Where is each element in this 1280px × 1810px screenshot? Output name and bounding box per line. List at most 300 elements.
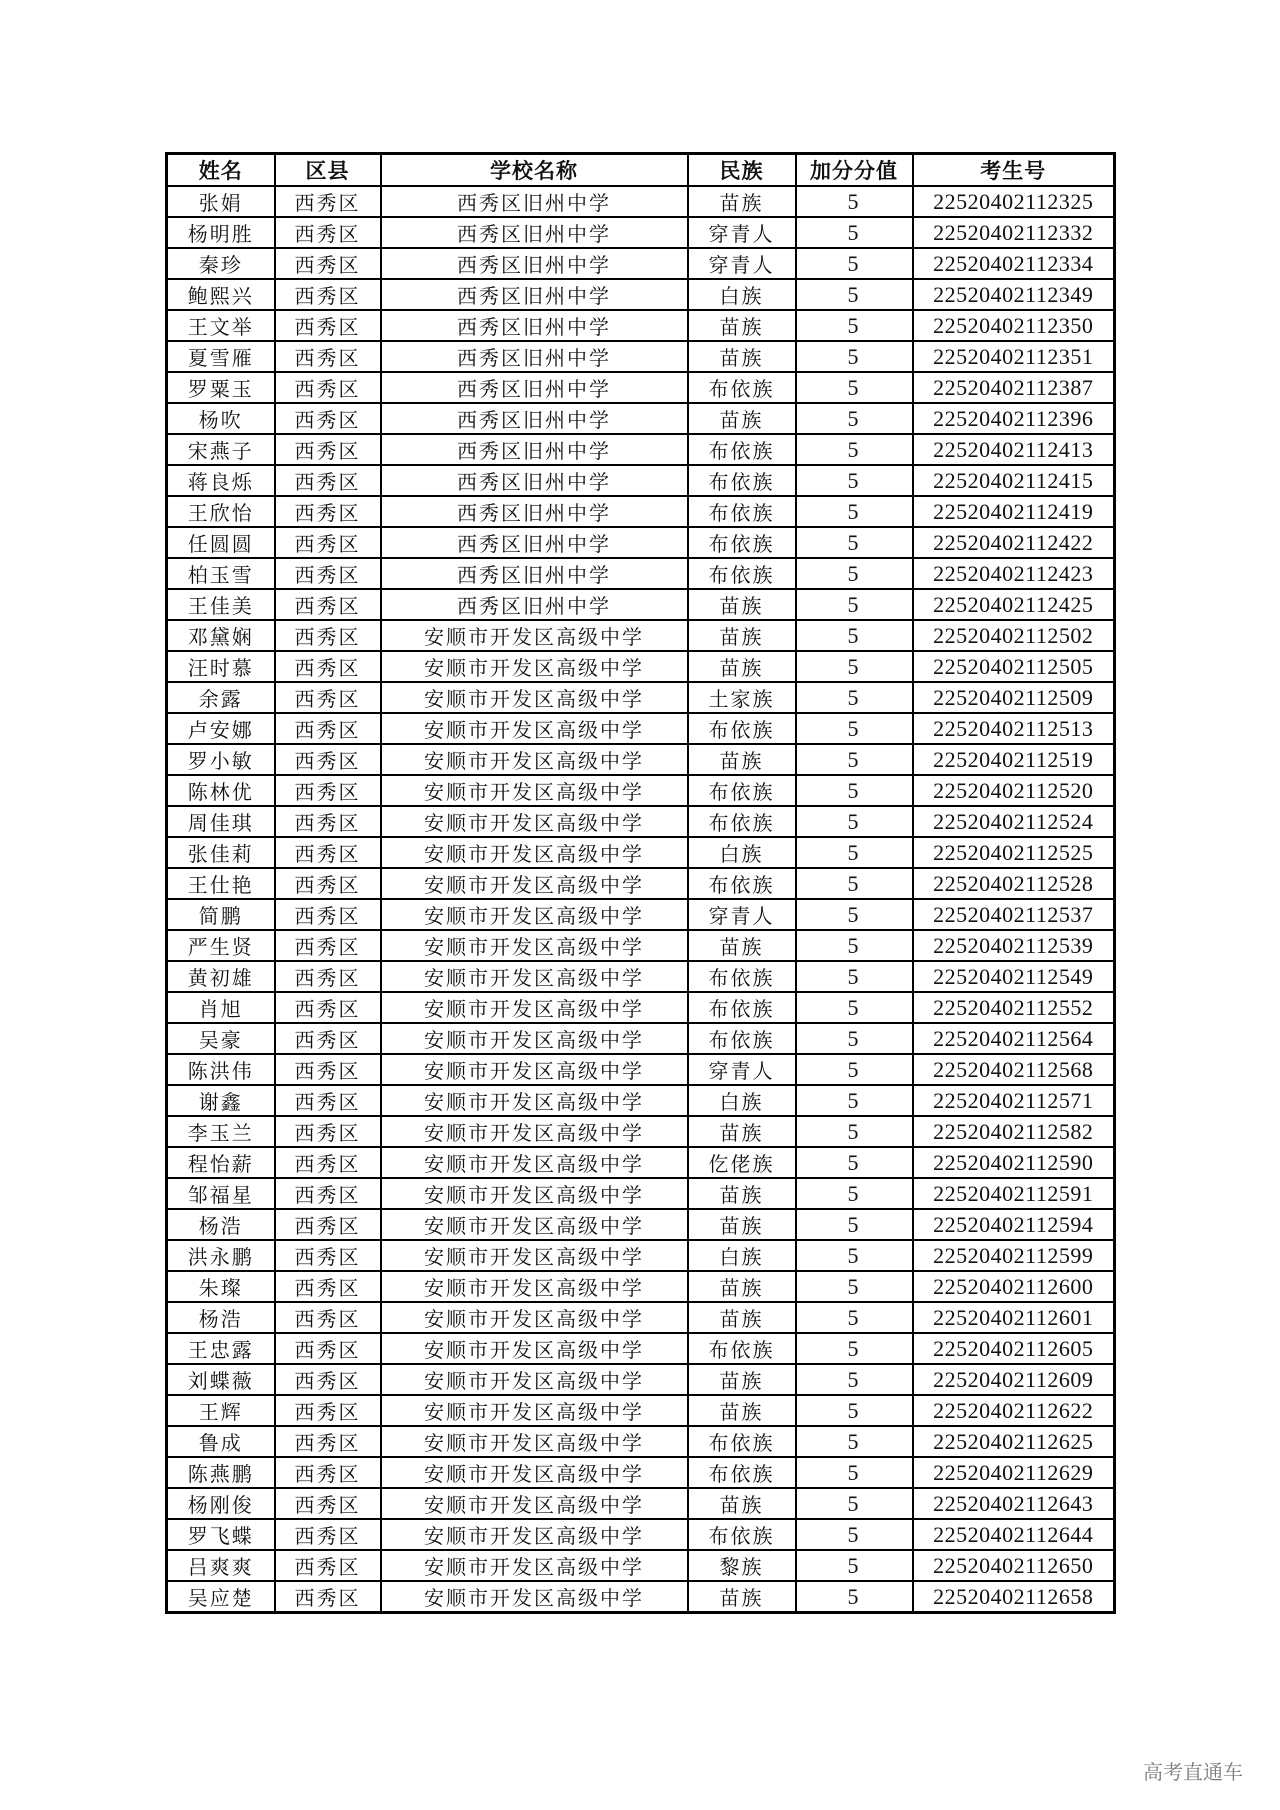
- cell-school: 西秀区旧州中学: [381, 527, 688, 558]
- watermark: 高考直通车: [1143, 1760, 1243, 1784]
- cell-bonus: 5: [796, 310, 913, 341]
- table-row: [167, 341, 1115, 372]
- cell-name: 陈洪伟: [167, 1054, 275, 1085]
- cell-name: 洪永鹏: [167, 1240, 275, 1271]
- header-ethnicity: 民族: [688, 154, 796, 187]
- table-row: [167, 620, 1115, 651]
- cell-school: 安顺市开发区高级中学: [381, 961, 688, 992]
- header-name: 姓名: [167, 154, 275, 187]
- cell-bonus: 5: [796, 1395, 913, 1426]
- table-row: [167, 651, 1115, 682]
- cell-bonus: 5: [796, 868, 913, 899]
- cell-exam-id: 22520402112539: [913, 930, 1115, 961]
- cell-school: 安顺市开发区高级中学: [381, 682, 688, 713]
- cell-exam-id: 22520402112525: [913, 837, 1115, 868]
- cell-name: 简鹏: [167, 899, 275, 930]
- cell-ethnicity: 苗族: [688, 403, 796, 434]
- cell-bonus: 5: [796, 1116, 913, 1147]
- table-row: [167, 1178, 1115, 1209]
- cell-exam-id: 22520402112599: [913, 1240, 1115, 1271]
- cell-ethnicity: 白族: [688, 279, 796, 310]
- cell-name: 谢鑫: [167, 1085, 275, 1116]
- cell-exam-id: 22520402112520: [913, 775, 1115, 806]
- cell-district: 西秀区: [275, 1240, 381, 1271]
- cell-school: 安顺市开发区高级中学: [381, 992, 688, 1023]
- cell-name: 鲁成: [167, 1426, 275, 1457]
- cell-district: 西秀区: [275, 713, 381, 744]
- cell-ethnicity: 苗族: [688, 651, 796, 682]
- cell-ethnicity: 白族: [688, 1240, 796, 1271]
- cell-bonus: 5: [796, 403, 913, 434]
- cell-district: 西秀区: [275, 372, 381, 403]
- cell-district: 西秀区: [275, 868, 381, 899]
- cell-name: 王佳美: [167, 589, 275, 620]
- cell-name: 杨明胜: [167, 217, 275, 248]
- table-row: [167, 1147, 1115, 1178]
- table-row: [167, 1550, 1115, 1581]
- cell-exam-id: 22520402112549: [913, 961, 1115, 992]
- cell-district: 西秀区: [275, 1054, 381, 1085]
- cell-ethnicity: 布依族: [688, 868, 796, 899]
- cell-district: 西秀区: [275, 1426, 381, 1457]
- cell-ethnicity: 苗族: [688, 1271, 796, 1302]
- cell-ethnicity: 布依族: [688, 1457, 796, 1488]
- cell-exam-id: 22520402112568: [913, 1054, 1115, 1085]
- cell-school: 安顺市开发区高级中学: [381, 1116, 688, 1147]
- cell-bonus: 5: [796, 589, 913, 620]
- cell-name: 杨刚俊: [167, 1488, 275, 1519]
- cell-ethnicity: 布依族: [688, 806, 796, 837]
- cell-ethnicity: 穿青人: [688, 899, 796, 930]
- cell-school: 西秀区旧州中学: [381, 279, 688, 310]
- cell-district: 西秀区: [275, 1519, 381, 1550]
- cell-district: 西秀区: [275, 1209, 381, 1240]
- cell-exam-id: 22520402112519: [913, 744, 1115, 775]
- table-row: [167, 527, 1115, 558]
- cell-name: 余露: [167, 682, 275, 713]
- cell-school: 西秀区旧州中学: [381, 465, 688, 496]
- cell-exam-id: 22520402112622: [913, 1395, 1115, 1426]
- cell-name: 刘蝶薇: [167, 1364, 275, 1395]
- header-row: [167, 154, 1115, 187]
- table-row: [167, 992, 1115, 1023]
- cell-exam-id: 22520402112571: [913, 1085, 1115, 1116]
- cell-bonus: 5: [796, 1457, 913, 1488]
- table-row: [167, 1271, 1115, 1302]
- cell-bonus: 5: [796, 465, 913, 496]
- cell-exam-id: 22520402112600: [913, 1271, 1115, 1302]
- cell-district: 西秀区: [275, 1178, 381, 1209]
- cell-ethnicity: 苗族: [688, 1581, 796, 1613]
- cell-exam-id: 22520402112502: [913, 620, 1115, 651]
- cell-name: 王辉: [167, 1395, 275, 1426]
- cell-exam-id: 22520402112609: [913, 1364, 1115, 1395]
- cell-school: 西秀区旧州中学: [381, 372, 688, 403]
- cell-district: 西秀区: [275, 1395, 381, 1426]
- cell-district: 西秀区: [275, 961, 381, 992]
- cell-name: 罗粟玉: [167, 372, 275, 403]
- table-row: [167, 1085, 1115, 1116]
- cell-ethnicity: 苗族: [688, 1209, 796, 1240]
- table-row: [167, 465, 1115, 496]
- cell-ethnicity: 苗族: [688, 1178, 796, 1209]
- cell-ethnicity: 穿青人: [688, 217, 796, 248]
- cell-district: 西秀区: [275, 217, 381, 248]
- cell-ethnicity: 苗族: [688, 744, 796, 775]
- cell-bonus: 5: [796, 1240, 913, 1271]
- cell-ethnicity: 布依族: [688, 713, 796, 744]
- header-school: 学校名称: [381, 154, 688, 187]
- cell-name: 杨浩: [167, 1209, 275, 1240]
- cell-name: 罗小敏: [167, 744, 275, 775]
- cell-district: 西秀区: [275, 403, 381, 434]
- cell-name: 王忠露: [167, 1333, 275, 1364]
- cell-school: 安顺市开发区高级中学: [381, 837, 688, 868]
- cell-exam-id: 22520402112513: [913, 713, 1115, 744]
- cell-school: 安顺市开发区高级中学: [381, 1023, 688, 1054]
- cell-exam-id: 22520402112644: [913, 1519, 1115, 1550]
- table-row: [167, 372, 1115, 403]
- cell-name: 鲍熙兴: [167, 279, 275, 310]
- table-row: [167, 310, 1115, 341]
- cell-bonus: 5: [796, 930, 913, 961]
- cell-district: 西秀区: [275, 465, 381, 496]
- cell-district: 西秀区: [275, 186, 381, 217]
- cell-ethnicity: 苗族: [688, 1116, 796, 1147]
- cell-district: 西秀区: [275, 248, 381, 279]
- cell-bonus: 5: [796, 1085, 913, 1116]
- cell-name: 蒋良烁: [167, 465, 275, 496]
- cell-name: 王仕艳: [167, 868, 275, 899]
- table-body: [167, 186, 1115, 1613]
- cell-name: 柏玉雪: [167, 558, 275, 589]
- cell-ethnicity: 白族: [688, 837, 796, 868]
- cell-bonus: 5: [796, 248, 913, 279]
- cell-ethnicity: 布依族: [688, 961, 796, 992]
- cell-bonus: 5: [796, 1209, 913, 1240]
- cell-district: 西秀区: [275, 1116, 381, 1147]
- cell-exam-id: 22520402112425: [913, 589, 1115, 620]
- cell-bonus: 5: [796, 1302, 913, 1333]
- cell-ethnicity: 苗族: [688, 1488, 796, 1519]
- cell-exam-id: 22520402112387: [913, 372, 1115, 403]
- table-row: [167, 744, 1115, 775]
- cell-district: 西秀区: [275, 775, 381, 806]
- cell-name: 王欣怡: [167, 496, 275, 527]
- cell-school: 西秀区旧州中学: [381, 217, 688, 248]
- cell-bonus: 5: [796, 1333, 913, 1364]
- cell-bonus: 5: [796, 558, 913, 589]
- cell-ethnicity: 布依族: [688, 496, 796, 527]
- table-row: [167, 1209, 1115, 1240]
- cell-school: 安顺市开发区高级中学: [381, 744, 688, 775]
- table-row: [167, 496, 1115, 527]
- cell-name: 周佳琪: [167, 806, 275, 837]
- table-row: [167, 589, 1115, 620]
- cell-bonus: 5: [796, 1581, 913, 1613]
- table-row: [167, 837, 1115, 868]
- cell-ethnicity: 白族: [688, 1085, 796, 1116]
- cell-school: 西秀区旧州中学: [381, 496, 688, 527]
- cell-district: 西秀区: [275, 589, 381, 620]
- cell-ethnicity: 布依族: [688, 372, 796, 403]
- cell-name: 夏雪雁: [167, 341, 275, 372]
- cell-bonus: 5: [796, 434, 913, 465]
- cell-exam-id: 22520402112594: [913, 1209, 1115, 1240]
- cell-exam-id: 22520402112650: [913, 1550, 1115, 1581]
- table-row: [167, 434, 1115, 465]
- cell-bonus: 5: [796, 1178, 913, 1209]
- cell-school: 西秀区旧州中学: [381, 310, 688, 341]
- cell-school: 安顺市开发区高级中学: [381, 806, 688, 837]
- cell-name: 汪时慕: [167, 651, 275, 682]
- cell-exam-id: 22520402112658: [913, 1581, 1115, 1613]
- cell-bonus: 5: [796, 217, 913, 248]
- cell-district: 西秀区: [275, 496, 381, 527]
- cell-ethnicity: 布依族: [688, 434, 796, 465]
- cell-school: 安顺市开发区高级中学: [381, 1302, 688, 1333]
- table-row: [167, 682, 1115, 713]
- cell-bonus: 5: [796, 775, 913, 806]
- cell-name: 杨吹: [167, 403, 275, 434]
- cell-ethnicity: 布依族: [688, 558, 796, 589]
- cell-name: 吴豪: [167, 1023, 275, 1054]
- table-row: [167, 279, 1115, 310]
- table-row: [167, 775, 1115, 806]
- cell-district: 西秀区: [275, 899, 381, 930]
- cell-exam-id: 22520402112629: [913, 1457, 1115, 1488]
- cell-ethnicity: 布依族: [688, 1333, 796, 1364]
- cell-name: 陈林优: [167, 775, 275, 806]
- cell-name: 程怡薪: [167, 1147, 275, 1178]
- cell-school: 安顺市开发区高级中学: [381, 1178, 688, 1209]
- cell-exam-id: 22520402112415: [913, 465, 1115, 496]
- cell-ethnicity: 布依族: [688, 1023, 796, 1054]
- cell-bonus: 5: [796, 713, 913, 744]
- cell-district: 西秀区: [275, 1023, 381, 1054]
- cell-name: 罗飞蝶: [167, 1519, 275, 1550]
- cell-exam-id: 22520402112564: [913, 1023, 1115, 1054]
- cell-ethnicity: 布依族: [688, 775, 796, 806]
- table-row: [167, 899, 1115, 930]
- cell-bonus: 5: [796, 806, 913, 837]
- cell-bonus: 5: [796, 961, 913, 992]
- cell-school: 西秀区旧州中学: [381, 186, 688, 217]
- cell-exam-id: 22520402112590: [913, 1147, 1115, 1178]
- cell-district: 西秀区: [275, 744, 381, 775]
- table-row: [167, 1426, 1115, 1457]
- cell-exam-id: 22520402112396: [913, 403, 1115, 434]
- cell-school: 安顺市开发区高级中学: [381, 1271, 688, 1302]
- cell-district: 西秀区: [275, 434, 381, 465]
- cell-district: 西秀区: [275, 620, 381, 651]
- cell-district: 西秀区: [275, 930, 381, 961]
- cell-name: 严生贤: [167, 930, 275, 961]
- cell-school: 安顺市开发区高级中学: [381, 868, 688, 899]
- cell-bonus: 5: [796, 1147, 913, 1178]
- cell-ethnicity: 苗族: [688, 589, 796, 620]
- cell-exam-id: 22520402112582: [913, 1116, 1115, 1147]
- table-row: [167, 1519, 1115, 1550]
- cell-ethnicity: 苗族: [688, 930, 796, 961]
- cell-school: 安顺市开发区高级中学: [381, 899, 688, 930]
- cell-district: 西秀区: [275, 1302, 381, 1333]
- cell-school: 安顺市开发区高级中学: [381, 713, 688, 744]
- cell-ethnicity: 苗族: [688, 186, 796, 217]
- cell-district: 西秀区: [275, 310, 381, 341]
- cell-bonus: 5: [796, 1519, 913, 1550]
- cell-district: 西秀区: [275, 1333, 381, 1364]
- cell-exam-id: 22520402112524: [913, 806, 1115, 837]
- cell-district: 西秀区: [275, 1085, 381, 1116]
- table-row: [167, 713, 1115, 744]
- cell-school: 安顺市开发区高级中学: [381, 1581, 688, 1613]
- cell-school: 安顺市开发区高级中学: [381, 1054, 688, 1085]
- cell-school: 安顺市开发区高级中学: [381, 1395, 688, 1426]
- cell-exam-id: 22520402112350: [913, 310, 1115, 341]
- cell-district: 西秀区: [275, 1488, 381, 1519]
- cell-ethnicity: 苗族: [688, 620, 796, 651]
- cell-exam-id: 22520402112625: [913, 1426, 1115, 1457]
- cell-name: 秦珍: [167, 248, 275, 279]
- cell-school: 安顺市开发区高级中学: [381, 1457, 688, 1488]
- cell-ethnicity: 布依族: [688, 1426, 796, 1457]
- table-row: [167, 961, 1115, 992]
- cell-bonus: 5: [796, 899, 913, 930]
- table-row: [167, 930, 1115, 961]
- cell-bonus: 5: [796, 279, 913, 310]
- cell-district: 西秀区: [275, 558, 381, 589]
- table-row: [167, 558, 1115, 589]
- cell-exam-id: 22520402112332: [913, 217, 1115, 248]
- cell-ethnicity: 苗族: [688, 1302, 796, 1333]
- cell-district: 西秀区: [275, 806, 381, 837]
- cell-school: 西秀区旧州中学: [381, 434, 688, 465]
- cell-exam-id: 22520402112423: [913, 558, 1115, 589]
- cell-bonus: 5: [796, 651, 913, 682]
- cell-bonus: 5: [796, 186, 913, 217]
- cell-ethnicity: 土家族: [688, 682, 796, 713]
- cell-exam-id: 22520402112334: [913, 248, 1115, 279]
- table-row: [167, 1364, 1115, 1395]
- cell-bonus: 5: [796, 1364, 913, 1395]
- cell-district: 西秀区: [275, 992, 381, 1023]
- cell-school: 安顺市开发区高级中学: [381, 930, 688, 961]
- cell-school: 安顺市开发区高级中学: [381, 651, 688, 682]
- table-row: [167, 1302, 1115, 1333]
- cell-school: 安顺市开发区高级中学: [381, 1209, 688, 1240]
- table-row: [167, 1240, 1115, 1271]
- table-row: [167, 403, 1115, 434]
- cell-name: 王文举: [167, 310, 275, 341]
- cell-district: 西秀区: [275, 527, 381, 558]
- cell-district: 西秀区: [275, 651, 381, 682]
- cell-exam-id: 22520402112422: [913, 527, 1115, 558]
- cell-name: 邓黛娴: [167, 620, 275, 651]
- cell-district: 西秀区: [275, 279, 381, 310]
- cell-exam-id: 22520402112349: [913, 279, 1115, 310]
- cell-district: 西秀区: [275, 1364, 381, 1395]
- cell-school: 安顺市开发区高级中学: [381, 1240, 688, 1271]
- cell-name: 邹福星: [167, 1178, 275, 1209]
- cell-school: 西秀区旧州中学: [381, 248, 688, 279]
- cell-school: 安顺市开发区高级中学: [381, 1364, 688, 1395]
- cell-exam-id: 22520402112528: [913, 868, 1115, 899]
- cell-district: 西秀区: [275, 1147, 381, 1178]
- table-row: [167, 1581, 1115, 1613]
- cell-bonus: 5: [796, 1054, 913, 1085]
- cell-exam-id: 22520402112552: [913, 992, 1115, 1023]
- cell-name: 黄初雄: [167, 961, 275, 992]
- cell-name: 任圆圆: [167, 527, 275, 558]
- cell-district: 西秀区: [275, 1581, 381, 1613]
- table-row: [167, 1054, 1115, 1085]
- cell-school: 西秀区旧州中学: [381, 403, 688, 434]
- cell-ethnicity: 布依族: [688, 1519, 796, 1550]
- cell-bonus: 5: [796, 1550, 913, 1581]
- cell-name: 张娟: [167, 186, 275, 217]
- cell-school: 西秀区旧州中学: [381, 558, 688, 589]
- cell-name: 杨浩: [167, 1302, 275, 1333]
- cell-ethnicity: 苗族: [688, 310, 796, 341]
- cell-school: 安顺市开发区高级中学: [381, 1085, 688, 1116]
- cell-bonus: 5: [796, 1426, 913, 1457]
- table-row: [167, 1457, 1115, 1488]
- table-row: [167, 1023, 1115, 1054]
- cell-exam-id: 22520402112325: [913, 186, 1115, 217]
- table-row: [167, 217, 1115, 248]
- cell-exam-id: 22520402112605: [913, 1333, 1115, 1364]
- cell-bonus: 5: [796, 527, 913, 558]
- cell-exam-id: 22520402112537: [913, 899, 1115, 930]
- cell-ethnicity: 黎族: [688, 1550, 796, 1581]
- table-row: [167, 1395, 1115, 1426]
- cell-school: 安顺市开发区高级中学: [381, 1147, 688, 1178]
- cell-bonus: 5: [796, 992, 913, 1023]
- cell-name: 宋燕子: [167, 434, 275, 465]
- table-row: [167, 186, 1115, 217]
- cell-school: 安顺市开发区高级中学: [381, 1519, 688, 1550]
- cell-exam-id: 22520402112509: [913, 682, 1115, 713]
- table-row: [167, 1116, 1115, 1147]
- cell-ethnicity: 苗族: [688, 1364, 796, 1395]
- cell-name: 吕爽爽: [167, 1550, 275, 1581]
- cell-ethnicity: 布依族: [688, 992, 796, 1023]
- cell-district: 西秀区: [275, 837, 381, 868]
- cell-bonus: 5: [796, 1488, 913, 1519]
- cell-name: 肖旭: [167, 992, 275, 1023]
- cell-district: 西秀区: [275, 341, 381, 372]
- cell-bonus: 5: [796, 1023, 913, 1054]
- header-bonus: 加分分值: [796, 154, 913, 187]
- cell-exam-id: 22520402112505: [913, 651, 1115, 682]
- cell-bonus: 5: [796, 837, 913, 868]
- cell-exam-id: 22520402112419: [913, 496, 1115, 527]
- cell-bonus: 5: [796, 682, 913, 713]
- cell-bonus: 5: [796, 341, 913, 372]
- cell-district: 西秀区: [275, 1271, 381, 1302]
- cell-ethnicity: 布依族: [688, 465, 796, 496]
- cell-school: 安顺市开发区高级中学: [381, 775, 688, 806]
- cell-name: 朱璨: [167, 1271, 275, 1302]
- cell-district: 西秀区: [275, 1457, 381, 1488]
- cell-name: 陈燕鹏: [167, 1457, 275, 1488]
- cell-name: 卢安娜: [167, 713, 275, 744]
- bonus-points-table: [165, 152, 1116, 1614]
- cell-exam-id: 22520402112601: [913, 1302, 1115, 1333]
- table-row: [167, 868, 1115, 899]
- cell-bonus: 5: [796, 744, 913, 775]
